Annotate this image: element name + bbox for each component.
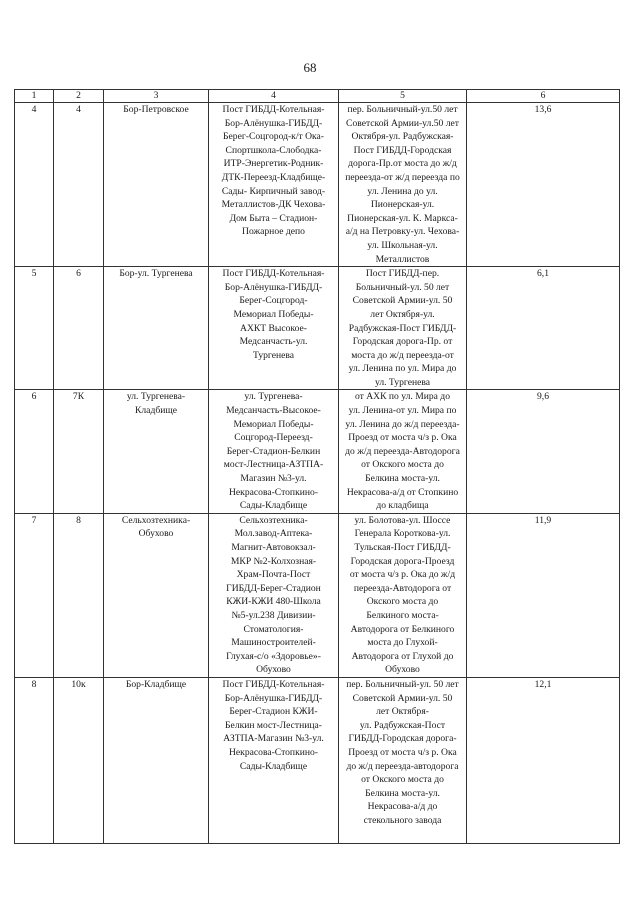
col-header-3: 3 [104, 90, 209, 103]
stops-text: Пост ГИБДД-Котельная- Бор-Алёнушка-ГИБДД- Берег-Соцгород- Мемориал Победы- АХКТ Высокое- Медсанчасть-ул. Тургенева [222, 268, 325, 361]
stops-cell [209, 103, 339, 267]
streets-cell [339, 103, 467, 267]
streets-text: от АХК по ул. Мира до ул. Ленина-от ул. Мира по ул. Ленина до ж/д переезда- Проезд от моста ч/з р. Ока до ж/д переезда-Автодорога от Окского моста до Белкина моста-ул. Некрасова-а/д от Стопкино до кладбища [345, 391, 460, 512]
table-header [15, 90, 620, 103]
routes-table [14, 89, 620, 844]
stops-text: Пост ГИБДД-Котельная- Бор-Алёнушка-ГИБДД- Берег-Стадион КЖИ- Белкин мост-Лестница- АЗТПА-Магазин №3-ул. Некрасова-Стопкино- Сады-Кладбище [222, 678, 325, 772]
col-header-5: 5 [339, 90, 467, 103]
page-number: 68 [303, 60, 317, 75]
table-body [15, 103, 620, 844]
streets-cell [339, 390, 467, 513]
table-row [15, 677, 620, 843]
stops-text: Сельхозтехника- Мол.завод-Аптека- Магнит-Автовокзал- МКР №2-Колхозная- Храм-Почта-Пост ГИБДД-Берег-Стадион КЖИ-КЖИ 480-Школа №5-ул.238 Дивизии- Стоматология- Машиностроителей- Глухая-с/о «Здоровье»- Обухово [226, 514, 321, 676]
row-number: 6 [15, 390, 54, 513]
route-length: 13,6 [467, 103, 620, 267]
table-row [15, 390, 620, 513]
row-number: 7 [15, 513, 54, 677]
stops-cell [209, 513, 339, 677]
route-name [104, 103, 209, 267]
route-number: 10к [54, 677, 104, 843]
stops-text: Пост ГИБДД-Котельная- Бор-Алёнушка-ГИБДД- Берег-Соцгород-к/т Ока- Спортшкола-Слободка- ИТР-Энергетик-Родник- ДТК-Переезд-Кладбище- Сады- Кирпичный завод- Металлистов-ДК Чехова- Дом Быта – Стадион- Пожарное депо [221, 104, 326, 238]
route-name-text: Бор-Петровское [123, 104, 189, 115]
route-name [104, 267, 209, 390]
col-header-6: 6 [467, 90, 620, 103]
route-number: 7К [54, 390, 104, 513]
col-header-1: 1 [15, 90, 54, 103]
route-length: 6,1 [467, 267, 620, 390]
stops-text: ул. Тургенева- Медсанчасть-Высокое- Мемориал Победы- Соцгород-Переезд- Берег-Стадион-Белкин мост-Лестница-АЗТПА- Магазин №3-ул. Некрасова-Стопкино- Сады-Кладбище [223, 391, 324, 512]
row-number: 5 [15, 267, 54, 390]
streets-text: Пост ГИБДД-пер. Больничный-ул. 50 лет Советской Армии-ул. 50 лет Октября-ул. Радбужская-Пост ГИБДД- Городская дорога-Пр. от моста до ж/д переезда-от ул. Ленина по ул. Мира до ул. Тургенева [348, 268, 457, 388]
stops-cell [209, 677, 339, 843]
streets-text: пер. Больничный-ул.50 лет Советской Армии-ул.50 лет Октября-ул. Радбужская- Пост ГИБДД-Городская дорога-Пр.от моста до ж/д переезда-от ж/д переезда по ул. Ленина до ул. Пионерская-ул. Пионерская-ул. К. Маркса- а/д на Петровку-ул. Чехова- ул. Школьная-ул. Металлистов [345, 104, 460, 265]
streets-cell [339, 677, 467, 843]
row-number: 4 [15, 103, 54, 267]
table-row [15, 267, 620, 390]
row-number: 8 [15, 677, 54, 843]
streets-cell [339, 267, 467, 390]
table-row [15, 103, 620, 267]
route-name-text: Бор-ул. Тургенева [119, 268, 193, 280]
col-header-2: 2 [54, 90, 104, 103]
route-name [104, 513, 209, 677]
route-number: 8 [54, 513, 104, 677]
route-length: 12,1 [467, 677, 620, 843]
stops-cell [209, 390, 339, 513]
table-row [15, 513, 620, 677]
route-length: 11,9 [467, 513, 620, 677]
route-name-text: Сельхозтехника- Обухово [121, 514, 191, 540]
route-number: 4 [54, 103, 104, 267]
route-name [104, 390, 209, 513]
col-header-4: 4 [209, 90, 339, 103]
route-name-text: Бор-Кладбище [125, 678, 187, 690]
route-name [104, 677, 209, 843]
streets-cell [339, 513, 467, 677]
route-name-text: ул. Тургенева- Кладбище [126, 391, 186, 417]
streets-text: ул. Болотова-ул. Шоссе Генерала Короткова-ул. Тульская-Пост ГИБДД- Городская дорога-Проезд от моста ч/з р. Ока до ж/д переезда-Автодорога от Окского моста до Белкиного моста- Автодорога от Белкиного моста до Глухой- Автодорога от Глухой до Обухово [349, 514, 456, 676]
route-number: 6 [54, 267, 104, 390]
route-length: 9,6 [467, 390, 620, 513]
stops-cell [209, 267, 339, 390]
header-row [15, 90, 620, 103]
streets-text: пер. Больничный-ул. 50 лет Советской Армии-ул. 50 лет Октября- ул. Радбужская-Пост ГИБДД-Городская дорога- Проезд от моста ч/з р. Ока до ж/д переезда-автодорога от Окского моста до Белкина моста-ул. Некрасова-а/д до стекольного завода [346, 678, 459, 826]
